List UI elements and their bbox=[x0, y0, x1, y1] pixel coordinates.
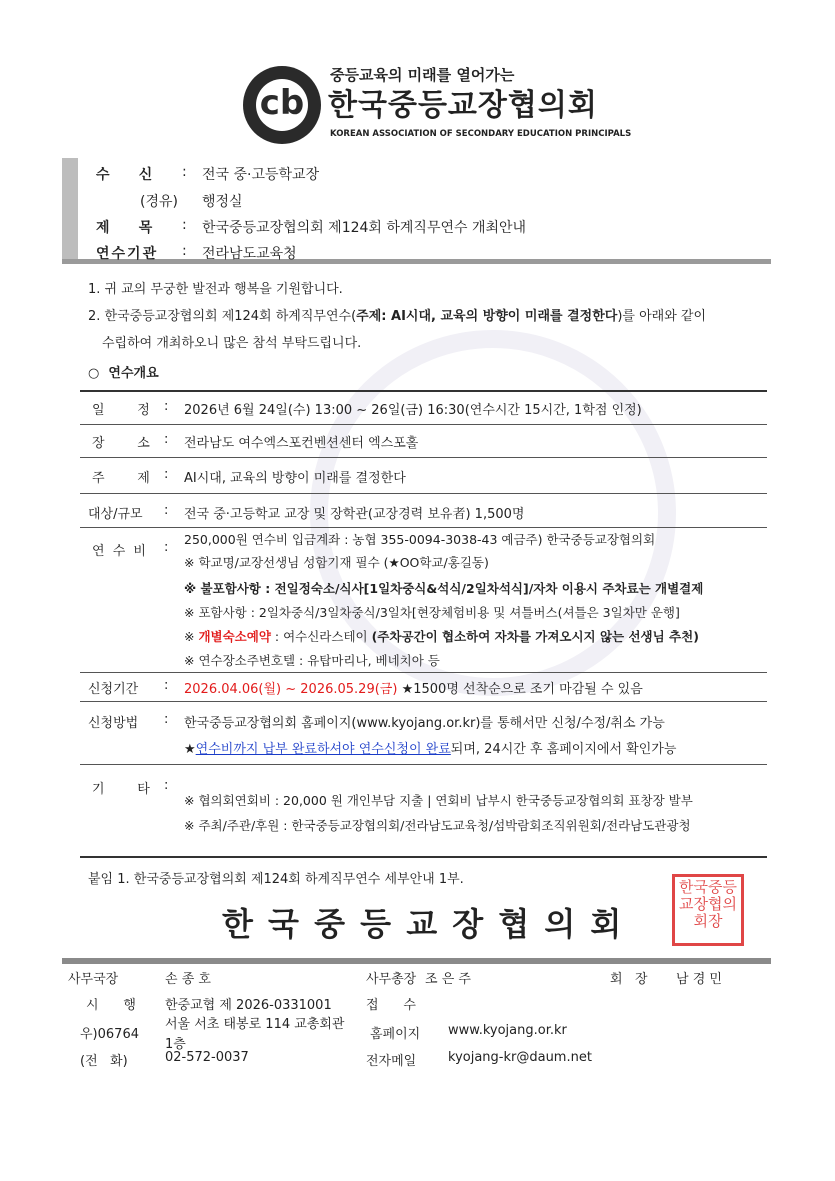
org-name: 한국중등교장협의회 bbox=[328, 88, 598, 123]
via-label: (경유) bbox=[140, 194, 178, 210]
p2-theme: 주제: AI시대, 교육의 방향이 미래를 결정한다 bbox=[356, 309, 618, 324]
paragraph-1: 1. 귀 교의 무궁한 발전과 행복을 기원합니다. bbox=[88, 282, 343, 297]
footer-value: 한중교협 제 2026-0331001 bbox=[165, 998, 332, 1013]
colon: : bbox=[164, 540, 169, 555]
footer-label: (전 화) bbox=[80, 1054, 128, 1069]
colon: : bbox=[182, 164, 187, 180]
colon: : bbox=[164, 678, 169, 693]
logo-inner: cb bbox=[256, 79, 308, 131]
recipient: 전국 중·고등학교장 bbox=[202, 167, 320, 183]
footer-label: 시 행 bbox=[86, 998, 136, 1013]
p2-text: 2. 한국중등교장협의회 제124회 하계직무연수( bbox=[88, 309, 357, 324]
section-heading: ○ 연수개요 bbox=[88, 366, 159, 381]
recipient-label: 수 신 bbox=[96, 167, 153, 183]
paragraph-2 bbox=[88, 305, 706, 324]
fee-line: ※ 포함사항 : 2일차중식/3일차중식/3일차[현장체험비용 및 셔틀버스(셔틀은 3일차만 운행] bbox=[184, 605, 680, 620]
footer-bar bbox=[62, 958, 771, 964]
payment-notice-link[interactable]: 연수비까지 납부 완료하셔야 연수신청이 완료 bbox=[195, 742, 451, 757]
fee-line: 250,000원 연수비 입금계좌 : 농협 355-0094-3038-43 예금주) 한국중등교장협의회 bbox=[184, 532, 656, 547]
theme-value: AI시대, 교육의 방향이 미래를 결정한다 bbox=[184, 471, 406, 486]
fee-label: 연 수 비 bbox=[92, 544, 148, 559]
paragraph-2-cont: 수립하여 개최하오니 많은 참석 부탁드립니다. bbox=[102, 336, 362, 351]
footer-value: 1층 bbox=[165, 1037, 186, 1052]
method-line-2 bbox=[184, 738, 676, 757]
signature-org: 한 국 중 등 교 장 협 의 회 bbox=[222, 905, 624, 943]
fee-hotel-line bbox=[184, 627, 699, 645]
footer-label: 회 장 bbox=[610, 972, 648, 987]
footer-value: 조 은 주 bbox=[425, 972, 471, 987]
place-value: 전라남도 여수엑스포컨벤션센터 엑스포홀 bbox=[184, 436, 419, 451]
footer-value: 남 경 민 bbox=[676, 972, 722, 987]
email-link[interactable]: kyojang-kr@daum.net bbox=[448, 1050, 592, 1065]
footer-value: 서울 서초 태봉로 114 교총회관 bbox=[165, 1017, 345, 1032]
footer-value: 손 종 호 bbox=[165, 972, 211, 987]
meta-bottom-bar bbox=[62, 259, 771, 264]
colon: : bbox=[164, 712, 169, 727]
subject: 한국중등교장협의회 제124회 하계직무연수 개최안내 bbox=[202, 220, 527, 236]
meta-side-bar bbox=[62, 158, 78, 262]
footer-label: 우)06764 bbox=[80, 1027, 139, 1042]
official-seal: 한국중등교장협의회장 bbox=[672, 874, 744, 946]
method-line-1: 한국중등교장협의회 홈페이지(www.kyojang.or.kr)를 통해서만 신청/수정/취소 가능 bbox=[184, 716, 665, 731]
footer-label: 전자메일 bbox=[366, 1054, 417, 1069]
target-label: 대상/규모 bbox=[88, 507, 143, 522]
footer-value: 02-572-0037 bbox=[165, 1050, 249, 1065]
theme-label: 주 제 bbox=[92, 471, 152, 486]
method-label: 신청방법 bbox=[88, 716, 139, 731]
period-note: ★1500명 선착순으로 조기 마감될 수 있음 bbox=[401, 682, 643, 697]
colon: : bbox=[164, 503, 169, 518]
star-icon: ★ bbox=[184, 742, 196, 757]
colon: : bbox=[182, 217, 187, 233]
period-label: 신청기간 bbox=[88, 682, 139, 697]
subject-label: 제 목 bbox=[96, 220, 153, 236]
colon: : bbox=[182, 243, 187, 259]
footer-label: 접 수 bbox=[366, 998, 416, 1013]
period-dates: 2026.04.06(월) ~ 2026.05.29(금) bbox=[184, 682, 398, 697]
etc-line: ※ 주최/주관/후원 : 한국중등교장협의회/전라남도교육청/섬박람회조직위원회/전라남도관광청 bbox=[184, 818, 691, 833]
colon: : bbox=[164, 778, 169, 793]
p2-text: )를 아래와 같이 bbox=[617, 309, 707, 324]
footer-label: 사무국장 bbox=[68, 972, 119, 987]
org-name-en: KOREAN ASSOCIATION OF SECONDARY EDUCATION PRINCIPALS bbox=[330, 129, 632, 139]
footer-label: 홈페이지 bbox=[370, 1027, 421, 1042]
colon: : bbox=[164, 399, 169, 414]
hotel-reservation-label: 개별숙소예약 bbox=[198, 629, 271, 644]
period-value bbox=[184, 678, 643, 697]
date-label: 일 정 bbox=[92, 403, 152, 418]
fee-line: ※ 학교명/교장선생님 성함기재 필수 (★OO학교/홍길동) bbox=[184, 555, 489, 570]
hotel-name: : 여수신라스테이 bbox=[270, 629, 372, 644]
homepage-link[interactable]: www.kyojang.or.kr bbox=[448, 1023, 567, 1038]
org-label: 연수기관 bbox=[96, 246, 159, 262]
colon: : bbox=[164, 467, 169, 482]
date-value: 2026년 6월 24일(수) 13:00 ~ 26일(금) 16:30(연수시간 15시간, 1학점 인정) bbox=[184, 403, 642, 418]
footer-label: 사무총장 bbox=[366, 972, 417, 987]
colon: : bbox=[164, 432, 169, 447]
fee-line: ※ 불포함사항 : 전일정숙소/식사[1일차중식&석식/2일차석식]/자차 이용시 주차료는 개별결제 bbox=[184, 581, 704, 596]
hotel-note: (주차공간이 협소하여 자차를 가져오시지 않는 선생님 추천) bbox=[371, 629, 699, 644]
etc-line: ※ 협의회연회비 : 20,000 원 개인부담 지출 | 연회비 납부시 한국중등교장협의회 표창장 발부 bbox=[184, 793, 693, 808]
note-mark: ※ bbox=[184, 629, 199, 644]
target-value: 전국 중·고등학교 교장 및 장학관(교장경력 보유者) 1,500명 bbox=[184, 507, 525, 522]
org: 전라남도교육청 bbox=[202, 246, 297, 262]
etc-label: 기 타 bbox=[92, 782, 152, 797]
via: 행정실 bbox=[202, 194, 243, 210]
fee-line: ※ 연수장소주변호텔 : 유탑마리나, 베네치아 등 bbox=[184, 653, 440, 668]
attachment: 붙임 1. 한국중등교장협의회 제124회 하계직무연수 세부안내 1부. bbox=[88, 872, 464, 887]
tagline: 중등교육의 미래를 열어가는 bbox=[330, 66, 515, 84]
place-label: 장 소 bbox=[92, 436, 152, 451]
method-note: 되며, 24시간 후 홈페이지에서 확인가능 bbox=[450, 742, 677, 757]
